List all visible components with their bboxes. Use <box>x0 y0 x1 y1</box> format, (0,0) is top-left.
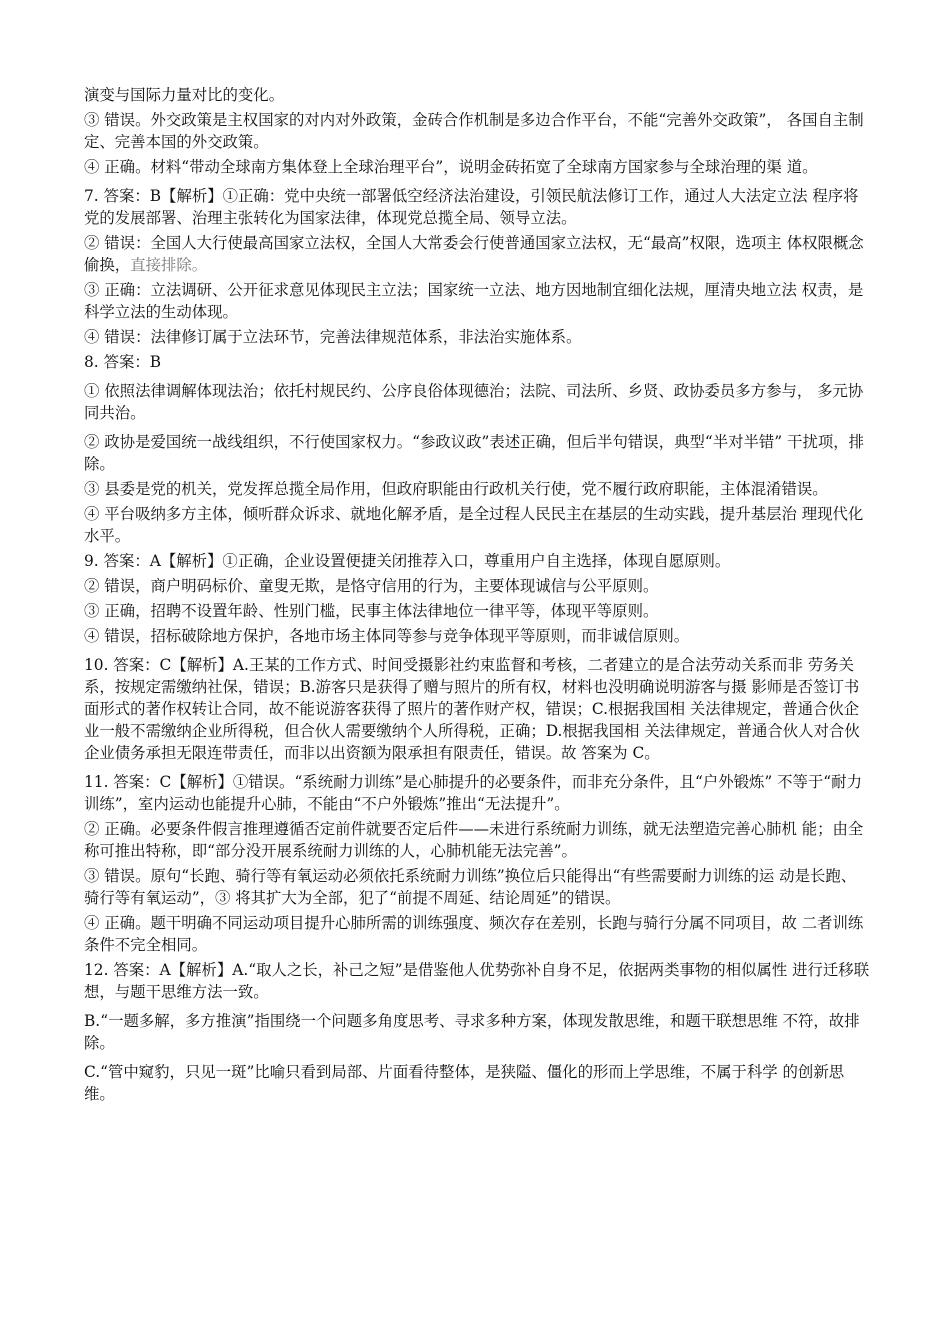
answer-11-item-4: ④ 正确。题干明确不同运动项目提升心肺所需的训练强度、频次存在差别，长跑与骑行分属不同项目，故 二者训练条件不完全相同。 <box>84 914 864 954</box>
answer-12-option-b: B.“一题多解，多方推演”指围绕一个问题多角度思考、寻求多种方案，体现发散思维，和题干联想思维 不符，故排除。 <box>84 1012 860 1052</box>
answer-7-item-3: ③ 正确：立法调研、公开征求意见体现民主立法；国家统一立法、地方因地制宜细化法规，厘清央地立法 权责，是科学立法的生动体现。 <box>84 281 864 321</box>
answer-7-item-4: ④ 错误：法律修订属于立法环节，完善法律规范体系，非法治实施体系。 <box>84 328 582 346</box>
answer-8: 8. 答案：B <box>84 353 162 371</box>
paragraph-2: ③ 错误。外交政策是主权国家的对内对外政策，金砖合作机制是多边合作平台，不能“完善外交政策”， 各国自主制定、完善本国的外交政策。 <box>84 111 864 151</box>
answer-11-item-2: ② 正确。必要条件假言推理遵循否定前件就要否定后件——未进行系统耐力训练，就无法塑造完善心肺机 能；由全称可推出特称，即“部分没开展系统耐力训练的人，心肺机能无法完善”。 <box>84 820 864 860</box>
answer-11-item-3: ③ 错误。原句“长跑、骑行等有氧运动必须依托系统耐力训练”换位后只能得出“有些需要耐力训练的运 动是长跑、骑行等有氧运动”，③ 将其扩大为全部，犯了“前提不周延、结论周延”的错误。 <box>84 867 857 907</box>
answer-9: 9. 答案：A【解析】①正确，企业设置便捷关闭推荐入口，尊重用户自主选择，体现自愿原则。 <box>84 552 731 570</box>
answer-10: 10. 答案：C【解析】A.王某的工作方式、时间受摄影社约束监督和考核，二者建立的是合法劳动关系而非 劳务关系，按规定需缴纳社保，错误；B.游客只是获得了赠与照片的所有权，材料也没明确说明游客与摄 影师是否签订书面形式的著作权转让合同，故不能说游客获得了照片的著作财产权，错误；C.根据我国相 关法律规定，普通合伙企业一般不需缴纳企业所得税，但合伙人需要缴纳个人所得税，正确；D.根据我国相 关法律规定，普通合伙人对合伙企业债务承担无限连带责任，而非以出资额为限承担有限责任，错误。故 答案为 C。 <box>84 656 860 762</box>
answer-8-item-2: ② 政协是爱国统一战线组织，不行使国家权力。“参政议政”表述正确，但后半句错误，典型“半对半错” 干扰项，排除。 <box>84 433 865 473</box>
answer-7: 7. 答案：B【解析】①正确：党中央统一部署低空经济法治建设，引领民航法修订工作，通过人大法定立法 程序将党的发展部署、治理主张转化为国家法律，体现党总揽全局、领导立法。 <box>84 187 859 227</box>
answer-8-item-3: ③ 县委是党的机关，党发挥总揽全局作用，但政府职能由行政机关行使，党不履行政府职能，主体混淆错误。 <box>84 480 828 498</box>
answer-9-item-2: ② 错误，商户明码标价、童叟无欺，是恪守信用的行为，主要体现诚信与公平原则。 <box>84 577 659 595</box>
answer-11: 11. 答案：C【解析】①错误。“系统耐力训练”是心肺提升的必要条件，而非充分条件，且“户外锻炼” 不等于“耐力训练”，室内运动也能提升心肺，不能由“不户外锻炼”推出“无法提升”。 <box>84 773 862 813</box>
paragraph-3: ④ 正确。材料“带动全球南方集体登上全球治理平台”，说明金砖拓宽了全球南方国家参与全球治理的渠 道。 <box>84 158 818 176</box>
answer-7-item-2: ② 错误：全国人大行使最高国家立法权，全国人大常委会行使普通国家立法权，无“最高”权限，选项主 体权限概念偷换，直接排除。 <box>84 234 864 274</box>
answer-12-option-c: C.“管中窥豹，只见一斑”比喻只看到局部、片面看待整体，是狭隘、僵化的形而上学思维，不属于科学 的创新思维。 <box>84 1063 845 1103</box>
answer-8-item-1: ① 依照法律调解体现法治；依托村规民约、公序良俗体现德治；法院、司法所、乡贤、政协委员多方参与， 多元协同共治。 <box>84 382 864 422</box>
answer-8-item-4: ④ 平台吸纳多方主体，倾听群众诉求、就地化解矛盾，是全过程人民民主在基层的生动实践，提升基层治 理现代化水平。 <box>84 505 864 545</box>
answer-9-item-4: ④ 错误，招标破除地方保护，各地市场主体同等参与竞争体现平等原则，而非诚信原则。 <box>84 627 690 645</box>
faded-text: 直接排除。 <box>130 256 208 274</box>
answer-9-item-3: ③ 正确，招聘不设置年龄、性别门槛，民事主体法律地位一律平等，体现平等原则。 <box>84 602 659 620</box>
paragraph-1: 演变与国际力量对比的变化。 <box>84 86 285 104</box>
answer-12: 12. 答案：A【解析】A.“取人之长，补己之短”是借鉴他人优势弥补自身不足，依据两类事物的相似属性 进行迁移联想，与题干思维方法一致。 <box>84 961 870 1001</box>
document-page <box>84 84 870 1108</box>
